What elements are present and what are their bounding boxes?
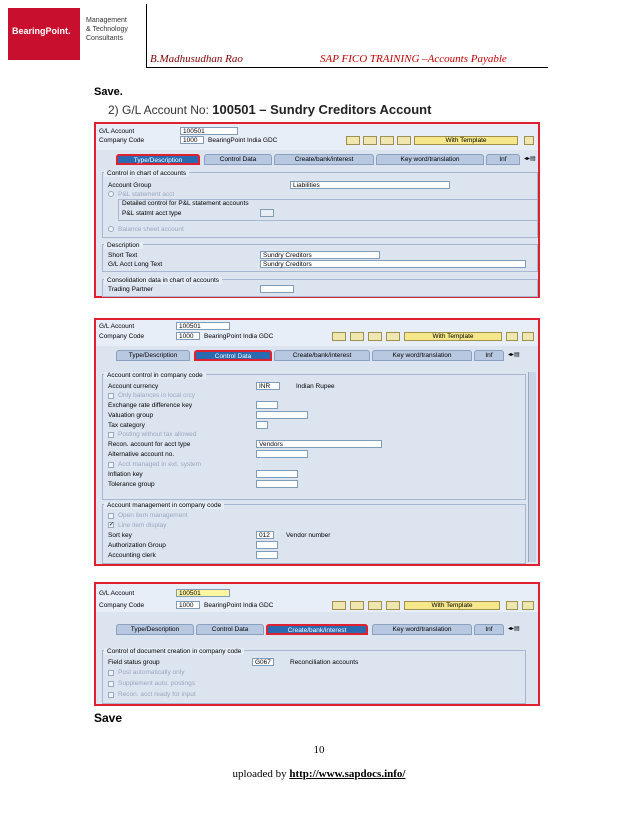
inflation-key-field[interactable] [256, 470, 298, 478]
open-item-label: Open item management [118, 512, 188, 519]
tagline-line-1: Management [86, 17, 127, 24]
tax-category-field[interactable] [256, 421, 268, 429]
sap-screen-control-data [94, 318, 540, 566]
group-title: Control of document creation in company code [104, 648, 244, 655]
glasses-icon[interactable] [332, 601, 346, 610]
long-text-field[interactable]: Sundry Creditors [260, 260, 526, 268]
print-icon[interactable] [524, 136, 534, 145]
company-code-field[interactable]: 1000 [176, 601, 200, 609]
company-name: BearingPoint India GDC [204, 333, 274, 340]
vertical-scrollbar[interactable] [528, 372, 536, 562]
company-code-label: Company Code [99, 602, 145, 609]
acct-ext-system-checkbox[interactable] [108, 462, 114, 468]
valuation-group-label: Valuation group [108, 412, 154, 419]
authorization-group-field[interactable] [256, 541, 278, 549]
tolerance-group-label: Tolerance group [108, 481, 155, 488]
new-document-icon[interactable] [368, 332, 382, 341]
short-text-label: Short Text [108, 252, 138, 259]
post-auto-label: Post automatically only [118, 669, 185, 676]
supplement-label: Supplement auto. postings [118, 680, 195, 687]
post-auto-checkbox[interactable] [108, 670, 114, 676]
delete-icon[interactable] [522, 601, 534, 610]
exchange-rate-label: Exchange rate difference key [108, 402, 193, 409]
step-number: 100501 [212, 102, 256, 117]
step-prefix: 2) G/L Account No: [108, 103, 209, 117]
logo-tagline [86, 16, 128, 43]
trading-partner-label: Trading Partner [108, 286, 153, 293]
copy-document-icon[interactable] [386, 332, 400, 341]
copy-document-icon[interactable] [386, 601, 400, 610]
tab-information[interactable]: Inf [474, 624, 504, 635]
print-icon[interactable] [506, 332, 518, 341]
page-number: 10 [313, 744, 325, 756]
recon-ready-label: Recon. acct ready for input [118, 691, 196, 698]
pl-type-label: P&L statmt acct type [122, 210, 182, 217]
tagline-line-2: & Technology [86, 26, 128, 33]
gl-account-field[interactable]: 100501 [176, 322, 230, 330]
tab-create-bank-interest[interactable]: Create/bank/interest [266, 624, 368, 635]
logo-text: BearingPoint. [12, 26, 71, 36]
tolerance-group-field[interactable] [256, 480, 298, 488]
tab-information[interactable]: Inf [474, 350, 504, 361]
sort-key-field[interactable]: 012 [256, 531, 274, 539]
gl-account-field[interactable]: 100501 [180, 127, 238, 135]
tab-control-data[interactable]: Control Data [196, 624, 264, 635]
copy-document-icon[interactable] [397, 136, 411, 145]
open-item-checkbox[interactable] [108, 513, 114, 519]
balance-sheet-label: Balance sheet account [118, 226, 184, 233]
sort-key-label: Sort key [108, 532, 132, 539]
author-name: B.Madhusudhan Rao [150, 53, 243, 65]
trading-partner-field[interactable] [260, 285, 294, 293]
tab-information[interactable]: Inf [486, 154, 520, 165]
tab-control-data[interactable]: Control Data [194, 350, 272, 361]
pl-statement-radio[interactable] [108, 191, 114, 197]
tab-scroll-arrows[interactable]: ◂▸▤ [508, 352, 520, 358]
tax-category-label: Tax category [108, 422, 145, 429]
tab-control-data[interactable]: Control Data [204, 154, 272, 165]
inflation-key-label: Inflation key [108, 471, 143, 478]
line-item-checkbox[interactable]: ✓ [109, 522, 115, 528]
detailed-control-title: Detailed control for P&L statement accounts [122, 200, 249, 207]
tagline-line-3: Consultants [86, 35, 123, 42]
company-code-label: Company Code [99, 333, 145, 340]
tab-scroll-arrows[interactable]: ◂▸▤ [524, 156, 536, 162]
recon-account-dropdown[interactable]: Vendors [256, 440, 382, 448]
pencil-icon[interactable] [363, 136, 377, 145]
with-template-button[interactable]: With Template [414, 136, 518, 145]
accounting-clerk-label: Accounting clerk [108, 552, 156, 559]
short-text-field[interactable]: Sundry Creditors [260, 251, 380, 259]
gl-account-label: G/L Account [99, 590, 135, 597]
company-name: BearingPoint India GDC [208, 137, 278, 144]
company-code-field[interactable]: 1000 [176, 332, 200, 340]
step-suffix: – Sundry Creditors Account [255, 102, 432, 117]
print-icon[interactable] [506, 601, 518, 610]
currency-name: Indian Rupee [296, 383, 335, 390]
field-status-group-name: Reconciliation accounts [290, 659, 359, 666]
sort-key-name: Vendor number [286, 532, 331, 539]
header-divider-vertical [146, 4, 147, 68]
recon-account-label: Recon. account for acct type [108, 441, 191, 448]
field-status-group-label: Field status group [108, 659, 160, 666]
long-text-label: G/L Acct Long Text [108, 261, 163, 268]
group-title: Account management in company code [104, 502, 224, 509]
gl-account-field[interactable]: 100501 [176, 589, 230, 597]
accounting-clerk-field[interactable] [256, 551, 278, 559]
uploaded-by [0, 768, 638, 780]
tab-create-bank-interest[interactable]: Create/bank/interest [274, 350, 370, 361]
pl-statement-label: P&L statement acct [118, 191, 175, 198]
tab-keyword-translation[interactable]: Key word/translation [372, 350, 472, 361]
gl-account-label: G/L Account [99, 128, 135, 135]
alternative-account-label: Alternative account no. [108, 451, 175, 458]
sap-screen-create-bank-interest [94, 582, 540, 706]
group-title: Description [104, 242, 143, 249]
group-title: Account control in company code [104, 372, 206, 379]
pencil-icon[interactable] [350, 601, 364, 610]
course-title: SAP FICO TRAINING –Accounts Payable [320, 53, 507, 65]
save-heading-bottom: Save [94, 711, 123, 725]
currency-label: Account currency [108, 383, 159, 390]
tab-keyword-translation[interactable]: Key word/translation [376, 154, 484, 165]
group-title: Consolidation data in chart of accounts [104, 277, 222, 284]
tab-create-bank-interest[interactable]: Create/bank/interest [274, 154, 374, 165]
line-item-label: Line item display [118, 522, 167, 529]
new-document-icon[interactable] [380, 136, 394, 145]
account-group-label: Account Group [108, 182, 152, 189]
currency-field[interactable]: INR [256, 382, 280, 390]
step-title [108, 102, 431, 117]
tab-type-description[interactable]: Type/Description [116, 350, 190, 361]
recon-ready-checkbox[interactable] [108, 692, 114, 698]
alternative-account-field[interactable] [256, 450, 308, 458]
only-balances-checkbox[interactable] [108, 393, 114, 399]
balance-sheet-radio[interactable] [108, 226, 114, 232]
sap-screen-type-description [94, 122, 540, 298]
posting-without-tax-checkbox[interactable] [108, 432, 114, 438]
supplement-checkbox[interactable] [108, 681, 114, 687]
tab-type-description[interactable]: Type/Description [116, 624, 194, 635]
company-name: BearingPoint India GDC [204, 602, 274, 609]
only-balances-label: Only balances in local crcy [118, 392, 195, 399]
source-link[interactable]: http://www.sapdocs.info/ [289, 768, 406, 780]
delete-icon[interactable] [522, 332, 534, 341]
valuation-group-field[interactable] [256, 411, 308, 419]
new-document-icon[interactable] [368, 601, 382, 610]
account-group-dropdown[interactable]: Liabilities [290, 181, 450, 189]
with-template-button[interactable]: With Template [404, 332, 502, 341]
acct-ext-system-label: Acct managed in ext. system [118, 461, 202, 468]
pl-type-field[interactable] [260, 209, 274, 217]
gl-account-label: G/L Account [99, 323, 135, 330]
posting-without-tax-label: Posting without tax allowed [118, 431, 197, 438]
exchange-rate-field[interactable] [256, 401, 278, 409]
with-template-button[interactable]: With Template [404, 601, 500, 610]
authorization-group-label: Authorization Group [108, 542, 166, 549]
glasses-icon[interactable] [346, 136, 360, 145]
tab-keyword-translation[interactable]: Key word/translation [372, 624, 472, 635]
company-code-label: Company Code [99, 137, 145, 144]
pencil-icon[interactable] [350, 332, 364, 341]
field-status-group-field[interactable]: G067 [252, 658, 274, 666]
header-divider-horizontal [146, 67, 548, 68]
group-title: Control in chart of accounts [104, 170, 189, 177]
uploaded-by-text: uploaded by [232, 768, 290, 780]
company-code-field[interactable]: 1000 [180, 136, 204, 144]
tab-scroll-arrows[interactable]: ◂▸▤ [508, 626, 520, 632]
save-heading: Save. [94, 86, 123, 98]
tab-type-description[interactable]: Type/Description [116, 154, 200, 165]
glasses-icon[interactable] [332, 332, 346, 341]
